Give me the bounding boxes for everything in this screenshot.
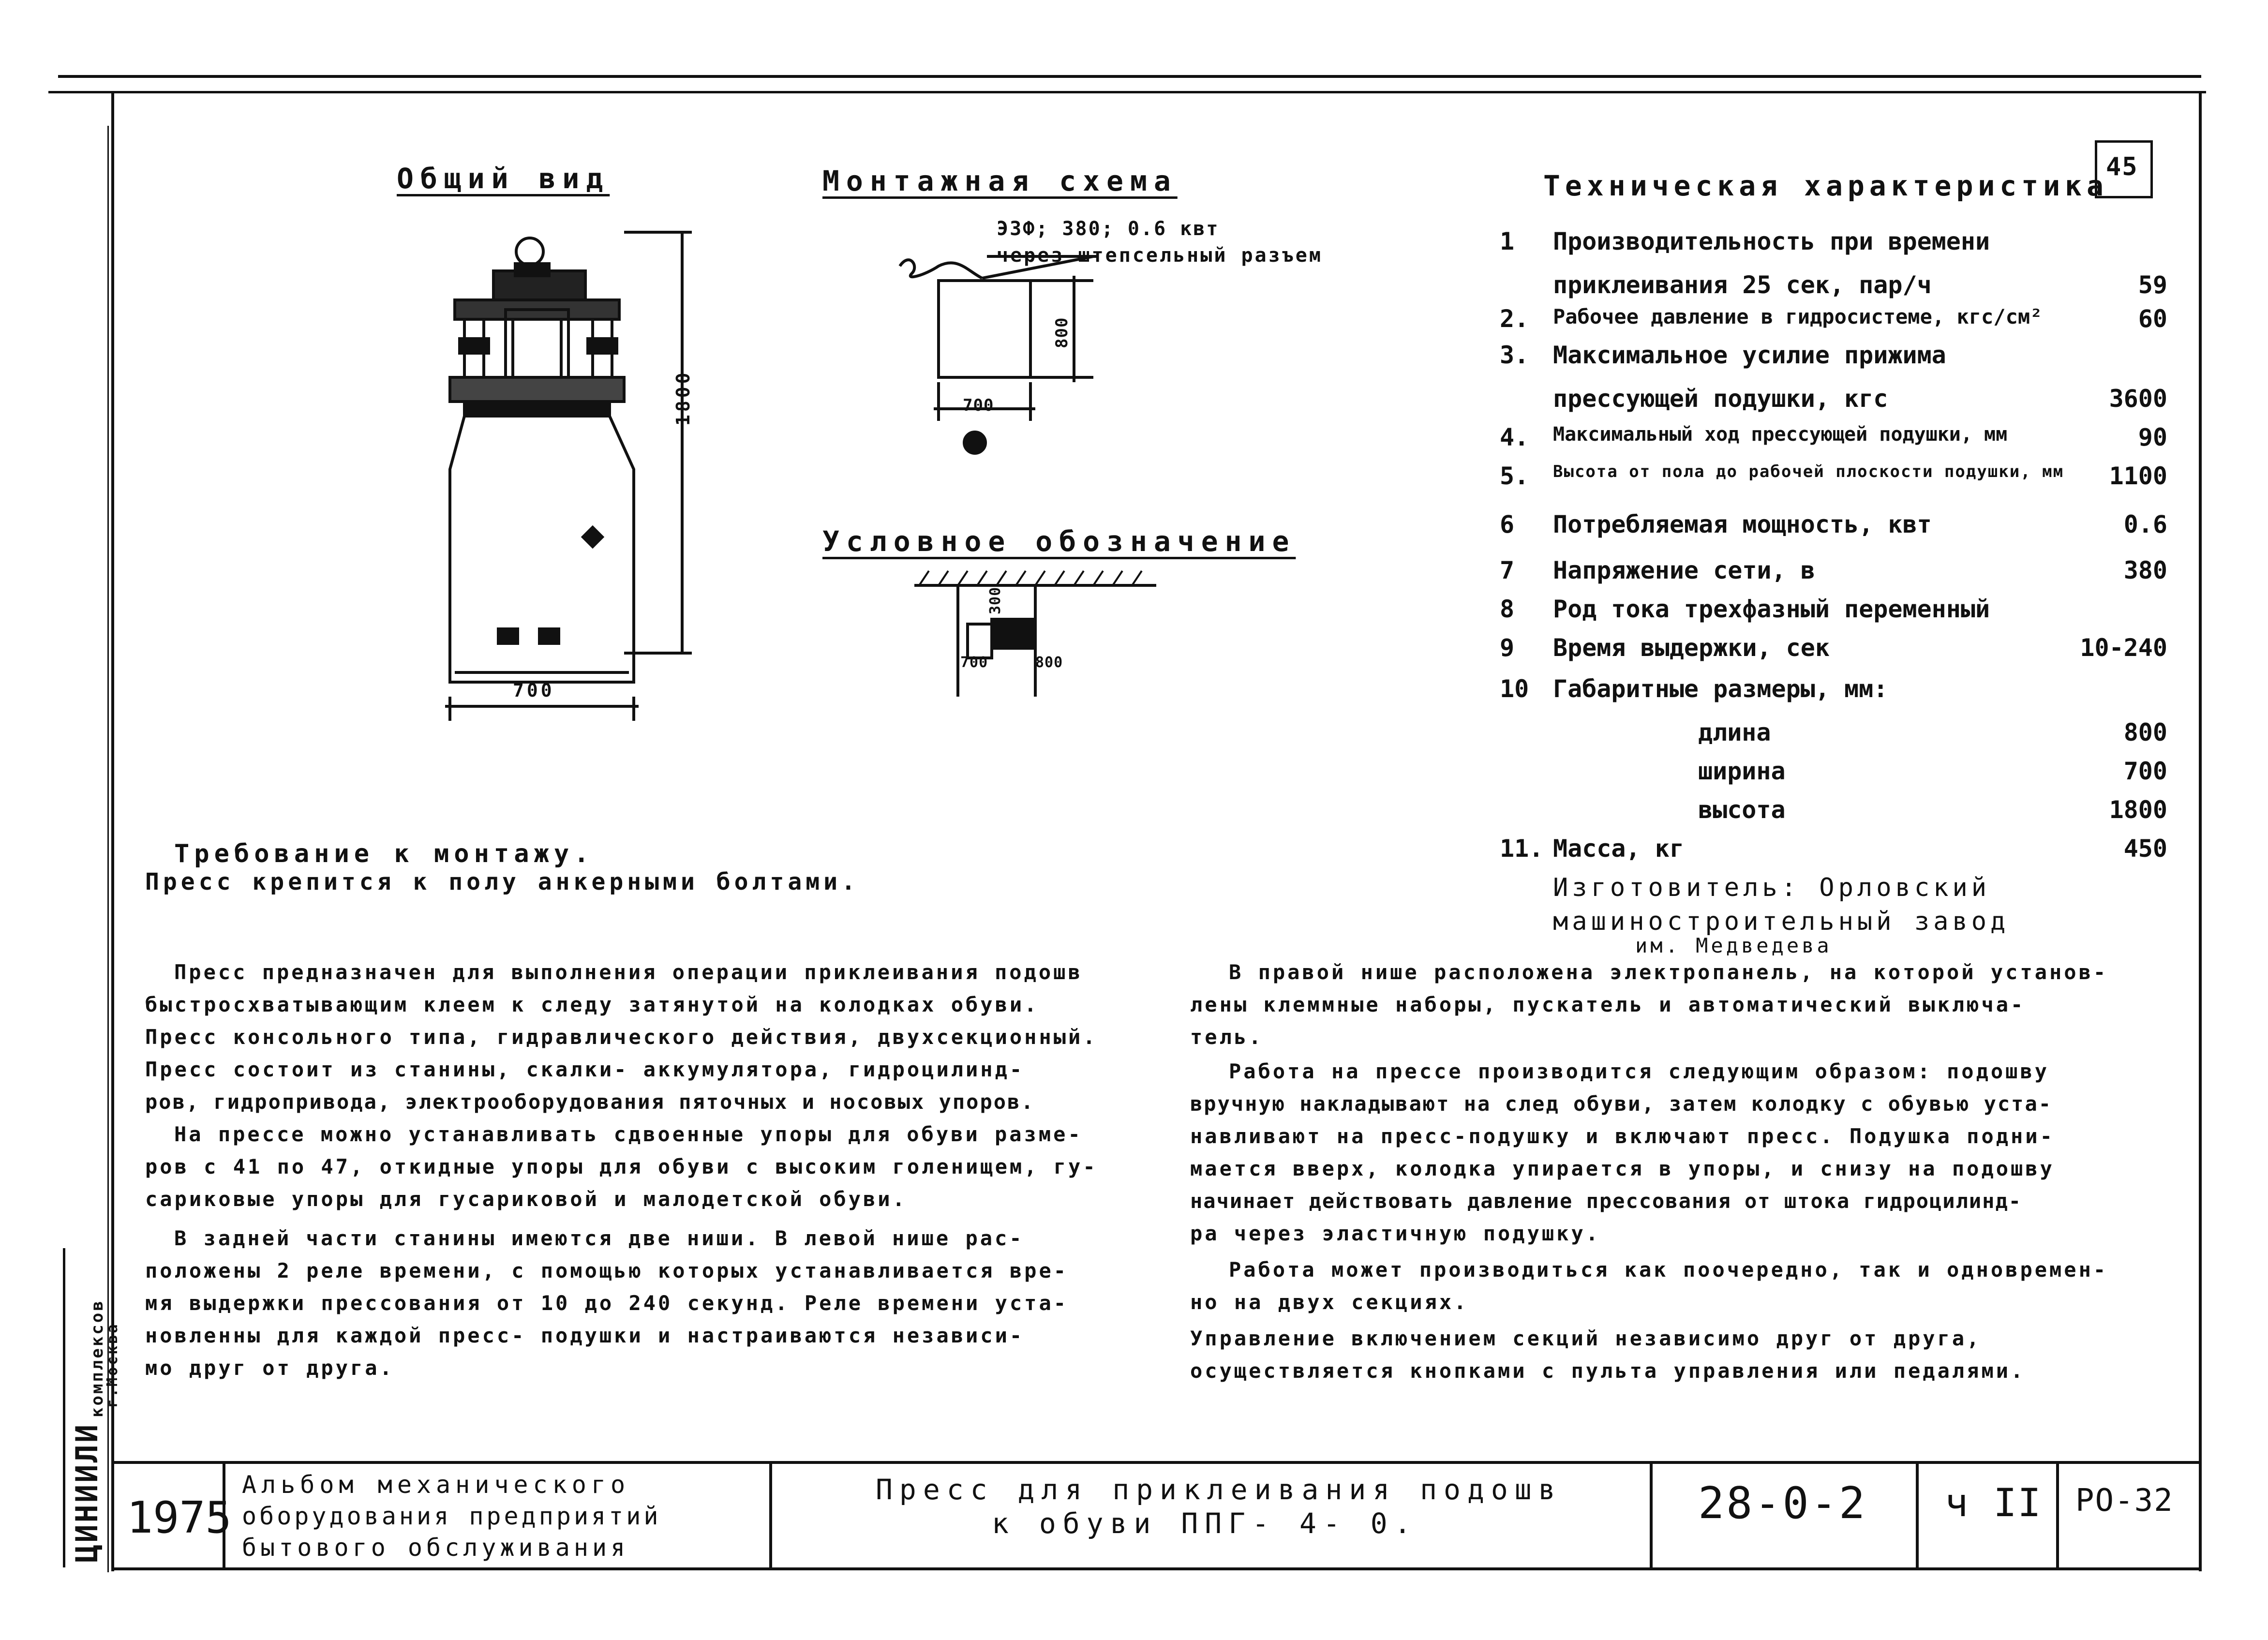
text-line: начинает действовать давление прессования от штока гидроцилинд-	[1190, 1189, 2022, 1213]
tb-album-line-3: бытового обслуживания	[242, 1534, 629, 1562]
connector-note: через штепсельный разъем	[997, 244, 1323, 267]
spec-row: 7 Напряжение сети, в 380	[1500, 556, 2167, 584]
text-line: новленны для каждой пресс- подушки и настраиваются независи-	[145, 1324, 1025, 1347]
spec-row: 10 Габаритные размеры, мм:	[1500, 675, 1888, 703]
tb-year: 1975	[127, 1492, 232, 1543]
spec-dim-row: длина 800	[1698, 718, 2167, 746]
symbol-drawing	[905, 566, 1176, 711]
text-line: навливают на пресс-подушку и включают пресс. Подушка подни-	[1190, 1124, 2055, 1148]
sheet-number: 45	[2106, 152, 2138, 181]
tb-divider	[2056, 1461, 2059, 1570]
text-line: Пресс состоит из станины, скалки- аккумулятора, гидроцилинд-	[145, 1058, 1025, 1081]
text-line: мя выдержки прессования от 10 до 240 секунд. Реле времени уста-	[145, 1291, 1069, 1315]
tb-title-line-1: Пресс для приклеивания подошв	[876, 1473, 1562, 1506]
top-border-line	[58, 75, 2201, 78]
frame-right-line	[2199, 91, 2202, 1571]
spec-row: 5. Высота от пола до рабочей плоскости подушки, мм 1100	[1500, 462, 2167, 490]
spec-row: 8 Род тока трехфазный переменный	[1500, 595, 1990, 623]
text-line: быстросхватывающим клеем к следу затянутой на колодках обуви.	[145, 993, 1039, 1016]
mounting-width-dim: 700	[963, 396, 994, 415]
symbol-right-dim: 800	[1035, 654, 1063, 671]
text-line: В задней части станины имеются две ниши. В левой нише рас-	[174, 1226, 1024, 1250]
text-line: Пресс консольного типа, гидравлического действия, двухсекционный.	[145, 1025, 1098, 1049]
spec-mass-row: 11. Масса, кг 450	[1500, 835, 2167, 863]
general-view-width-dim: 700	[513, 680, 555, 701]
spec-dim-row: высота 1800	[1698, 796, 2167, 824]
text-line: Управление включением секций независимо друг от друга,	[1190, 1327, 1982, 1350]
spec-row: приклеивания 25 сек, пар/ч 59	[1553, 271, 2167, 299]
text-line: Работа на прессе производится следующим образом: подошву	[1229, 1059, 2050, 1083]
mounting-depth-dim: 800	[1052, 317, 1072, 348]
symbol-top-dim: 300	[987, 586, 1004, 614]
mounting-req-text: Пресс крепится к полу анкерными болтами.	[145, 868, 859, 895]
title-block-top-line	[111, 1461, 2201, 1464]
mounting-scheme-title: Монтажная схема	[822, 164, 1178, 197]
power-note: ЭЗФ; 380; 0.6 квт	[997, 218, 1220, 240]
spec-row: 2. Рабочее давление в гидросистеме, кгс/см² 60	[1500, 305, 2167, 333]
frame-top-line	[48, 91, 2206, 93]
text-line: В правой нише расположена электропанель, на которой установ-	[1229, 960, 2108, 984]
symbol-title: Условное обозначение	[822, 525, 1296, 558]
maker-line-3: им. Медведева	[1635, 934, 1832, 957]
tb-part: ч II	[1945, 1480, 2042, 1525]
text-line: Работа может производиться как поочередно, так и одновремен-	[1229, 1258, 2108, 1282]
spec-dim-row: ширина 700	[1698, 757, 2167, 785]
spec-row: 6 Потребляемая мощность, квт 0.6	[1500, 510, 2167, 538]
tb-divider	[1650, 1461, 1653, 1570]
maker-line-1: Изготовитель: Орловский	[1553, 873, 1991, 902]
tb-divider	[769, 1461, 772, 1570]
spec-row: прессующей подушки, кгс 3600	[1553, 385, 2167, 413]
general-view-drawing	[421, 218, 721, 731]
text-line: осуществляется кнопками с пульта управления или педалями.	[1190, 1359, 2026, 1383]
side-stamp-city: г.Москва	[104, 1322, 121, 1408]
text-line: ра через эластичную подушку.	[1190, 1222, 1601, 1245]
text-line: ров, гидропривода, электрооборудования пяточных и носовых упоров.	[145, 1090, 1035, 1114]
spec-row: 9 Время выдержки, сек 10-240	[1500, 634, 2167, 662]
mounting-scheme-drawing	[890, 237, 1161, 464]
title-block-bottom-line	[111, 1567, 2201, 1570]
text-line: мается вверх, колодка упирается в упоры, и снизу на подошву	[1190, 1157, 2055, 1180]
side-stamp-org: ЦИНИИЛИ	[69, 1422, 104, 1563]
tb-album-line-2: оборудования предприятий	[242, 1502, 661, 1530]
side-stamp	[63, 1248, 121, 1567]
general-view-title: Общий вид	[397, 162, 610, 195]
tb-title-line-2: к обуви ППГ- 4- 0.	[992, 1507, 1418, 1540]
text-line: мо друг от друга.	[145, 1356, 394, 1380]
maker-line-2: машиностроительный завод	[1553, 907, 2010, 936]
text-line: но на двух секциях.	[1190, 1290, 1469, 1314]
text-line: вручную накладывают на след обуви, затем колодку с обувью уста-	[1190, 1092, 2053, 1116]
text-line: положены 2 реле времени, с помощью которых устанавливается вре-	[145, 1259, 1069, 1282]
tb-album-line-1: Альбом механического	[242, 1471, 630, 1499]
tech-spec-title: Техническая характеристика	[1543, 169, 2108, 202]
tb-divider	[1916, 1461, 1919, 1570]
spec-row: 4. Максимальный ход прессующей подушки, мм 90	[1500, 423, 2167, 451]
tb-code: 28-0-2	[1698, 1478, 1867, 1529]
general-view-height-dim: 1800	[672, 370, 694, 426]
text-line: тель.	[1190, 1025, 1264, 1049]
text-line: На прессе можно устанавливать сдвоенные упоры для обуви разме-	[174, 1122, 1083, 1146]
text-line: Пресс предназначен для выполнения операции приклеивания подошв	[174, 960, 1083, 984]
spec-row: 3. Максимальное усилие прижима	[1500, 341, 1946, 369]
text-line: сариковые упоры для гусариковой и малодетской обуви.	[145, 1187, 907, 1211]
text-line: лены клеммные наборы, пускатель и автоматический выключа-	[1190, 993, 2026, 1016]
mounting-req-title: Требование к монтажу.	[174, 839, 594, 868]
tb-sheet: РО-32	[2075, 1483, 2174, 1519]
side-stamp-dept: комплексов	[88, 1299, 107, 1417]
spec-row: 1 Производительность при времени	[1500, 227, 1990, 255]
symbol-left-dim: 700	[960, 654, 988, 671]
text-line: ров с 41 по 47, откидные упоры для обуви с высоким голенищем, гу-	[145, 1155, 1098, 1178]
